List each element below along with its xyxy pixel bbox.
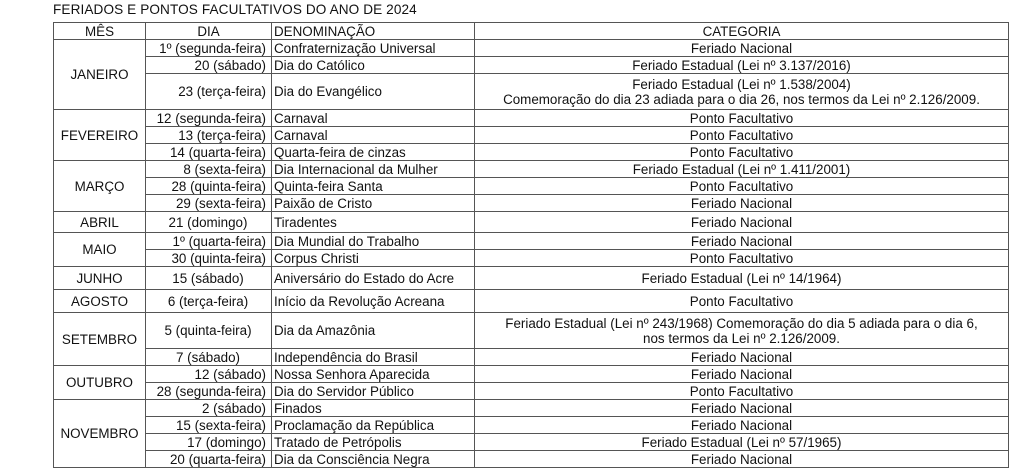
cell-dia: 30 (quinta-feira) <box>146 250 272 267</box>
cell-denominacao: Dia Mundial do Trabalho <box>272 233 475 250</box>
month-maio: MAIO <box>54 233 146 267</box>
cell-denominacao: Dia da Consciência Negra <box>272 451 475 468</box>
cell-categoria <box>475 74 1009 110</box>
cell-denominacao: Finados <box>272 400 475 417</box>
table-row <box>54 161 1009 178</box>
cell-categoria: Feriado Nacional <box>475 233 1009 250</box>
month-marco: MARÇO <box>54 161 146 212</box>
cell-categoria: Ponto Facultativo <box>475 110 1009 127</box>
table-row <box>54 178 1009 195</box>
cell-categoria: Ponto Facultativo <box>475 178 1009 195</box>
cell-categoria: Feriado Estadual (Lei nº 14/1964) <box>475 267 1009 290</box>
cell-dia: 8 (sexta-feira) <box>146 161 272 178</box>
cell-denominacao: Quinta-feira Santa <box>272 178 475 195</box>
cell-dia: 20 (sábado) <box>146 57 272 74</box>
cell-dia: 13 (terça-feira) <box>146 127 272 144</box>
cell-dia: 23 (terça-feira) <box>146 74 272 110</box>
cell-denominacao: Carnaval <box>272 110 475 127</box>
cell-categoria: Ponto Facultativo <box>475 290 1009 313</box>
cell-dia: 21 (domingo) <box>146 212 272 233</box>
cell-denominacao: Dia da Amazônia <box>272 313 475 349</box>
cell-denominacao: Proclamação da República <box>272 417 475 434</box>
cell-categoria: Feriado Nacional <box>475 417 1009 434</box>
categoria-line-1: Feriado Estadual (Lei nº 1.538/2004) <box>632 76 851 92</box>
cell-denominacao: Aniversário do Estado do Acre <box>272 267 475 290</box>
cell-dia: 20 (quarta-feira) <box>146 451 272 468</box>
month-fevereiro: FEVEREIRO <box>54 110 146 161</box>
table-row <box>54 144 1009 161</box>
cell-dia: 15 (sexta-feira) <box>146 417 272 434</box>
cell-categoria: Feriado Nacional <box>475 349 1009 366</box>
cell-categoria: Ponto Facultativo <box>475 250 1009 267</box>
month-outubro: OUTUBRO <box>54 366 146 400</box>
month-junho: JUNHO <box>54 267 146 290</box>
table-row <box>54 313 1009 349</box>
month-janeiro: JANEIRO <box>54 40 146 110</box>
table-row <box>54 349 1009 366</box>
cell-denominacao: Confraternização Universal <box>272 40 475 57</box>
cell-dia: 29 (sexta-feira) <box>146 195 272 212</box>
cell-dia: 28 (segunda-feira) <box>146 383 272 400</box>
cell-dia: 2 (sábado) <box>146 400 272 417</box>
table-row <box>54 366 1009 383</box>
month-abril: ABRIL <box>54 212 146 233</box>
cell-dia: 1º (quarta-feira) <box>146 233 272 250</box>
table-row <box>54 434 1009 451</box>
categoria-line-1: Feriado Estadual (Lei nº 243/1968) Comemoração do dia 5 adiada para o dia 6, <box>505 315 978 331</box>
cell-categoria <box>475 313 1009 349</box>
cell-categoria: Feriado Nacional <box>475 195 1009 212</box>
table-row <box>54 233 1009 250</box>
cell-dia: 12 (sábado) <box>146 366 272 383</box>
table-row <box>54 110 1009 127</box>
cell-denominacao: Início da Revolução Acreana <box>272 290 475 313</box>
cell-categoria: Feriado Nacional <box>475 451 1009 468</box>
cell-categoria: Feriado Estadual (Lei nº 1.411/2001) <box>475 161 1009 178</box>
cell-denominacao: Dia do Católico <box>272 57 475 74</box>
cell-denominacao: Tratado de Petrópolis <box>272 434 475 451</box>
cell-categoria: Ponto Facultativo <box>475 127 1009 144</box>
cell-categoria: Ponto Facultativo <box>475 383 1009 400</box>
month-agosto: AGOSTO <box>54 290 146 313</box>
cell-dia: 17 (domingo) <box>146 434 272 451</box>
table-row <box>54 57 1009 74</box>
cell-dia: 28 (quinta-feira) <box>146 178 272 195</box>
cell-dia: 14 (quarta-feira) <box>146 144 272 161</box>
table-row <box>54 417 1009 434</box>
table-row <box>54 212 1009 233</box>
cell-denominacao: Tiradentes <box>272 212 475 233</box>
cell-dia: 6 (terça-feira) <box>146 290 272 313</box>
cell-dia: 7 (sábado) <box>146 349 272 366</box>
month-setembro: SETEMBRO <box>54 313 146 366</box>
cell-denominacao: Dia Internacional da Mulher <box>272 161 475 178</box>
categoria-line-2: nos termos da Lei nº 2.126/2009. <box>643 330 840 346</box>
table-row <box>54 267 1009 290</box>
cell-dia: 5 (quinta-feira) <box>146 313 272 349</box>
cell-categoria: Feriado Nacional <box>475 366 1009 383</box>
table-row <box>54 127 1009 144</box>
cell-denominacao: Carnaval <box>272 127 475 144</box>
cell-dia: 1º (segunda-feira) <box>146 40 272 57</box>
cell-categoria: Ponto Facultativo <box>475 144 1009 161</box>
cell-categoria: Feriado Nacional <box>475 400 1009 417</box>
cell-denominacao: Quarta-feira de cinzas <box>272 144 475 161</box>
table-row <box>54 400 1009 417</box>
header-row <box>54 23 1009 40</box>
cell-denominacao: Dia do Evangélico <box>272 74 475 110</box>
cell-denominacao: Nossa Senhora Aparecida <box>272 366 475 383</box>
cell-dia: 12 (segunda-feira) <box>146 110 272 127</box>
header-categoria: CATEGORIA <box>475 23 1009 40</box>
table-row <box>54 40 1009 57</box>
header-mes: MÊS <box>54 23 146 40</box>
table-row <box>54 290 1009 313</box>
table-row <box>54 451 1009 468</box>
cell-denominacao: Paixão de Cristo <box>272 195 475 212</box>
cell-denominacao: Corpus Christi <box>272 250 475 267</box>
page-title: FERIADOS E PONTOS FACULTATIVOS DO ANO DE 2024 <box>53 2 417 17</box>
cell-categoria: Feriado Nacional <box>475 40 1009 57</box>
cell-categoria: Feriado Estadual (Lei nº 57/1965) <box>475 434 1009 451</box>
holidays-table <box>53 22 1009 468</box>
header-dia: DIA <box>146 23 272 40</box>
month-novembro: NOVEMBRO <box>54 400 146 468</box>
cell-categoria: Feriado Nacional <box>475 212 1009 233</box>
header-denominacao: DENOMINAÇÃO <box>272 23 475 40</box>
cell-categoria: Feriado Estadual (Lei nº 3.137/2016) <box>475 57 1009 74</box>
table-row <box>54 383 1009 400</box>
table-row <box>54 250 1009 267</box>
cell-denominacao: Dia do Servidor Público <box>272 383 475 400</box>
table-row <box>54 74 1009 110</box>
cell-denominacao: Independência do Brasil <box>272 349 475 366</box>
table-row <box>54 195 1009 212</box>
cell-dia: 15 (sábado) <box>146 267 272 290</box>
categoria-line-2: Comemoração do dia 23 adiada para o dia 26, nos termos da Lei nº 2.126/2009. <box>503 91 980 107</box>
